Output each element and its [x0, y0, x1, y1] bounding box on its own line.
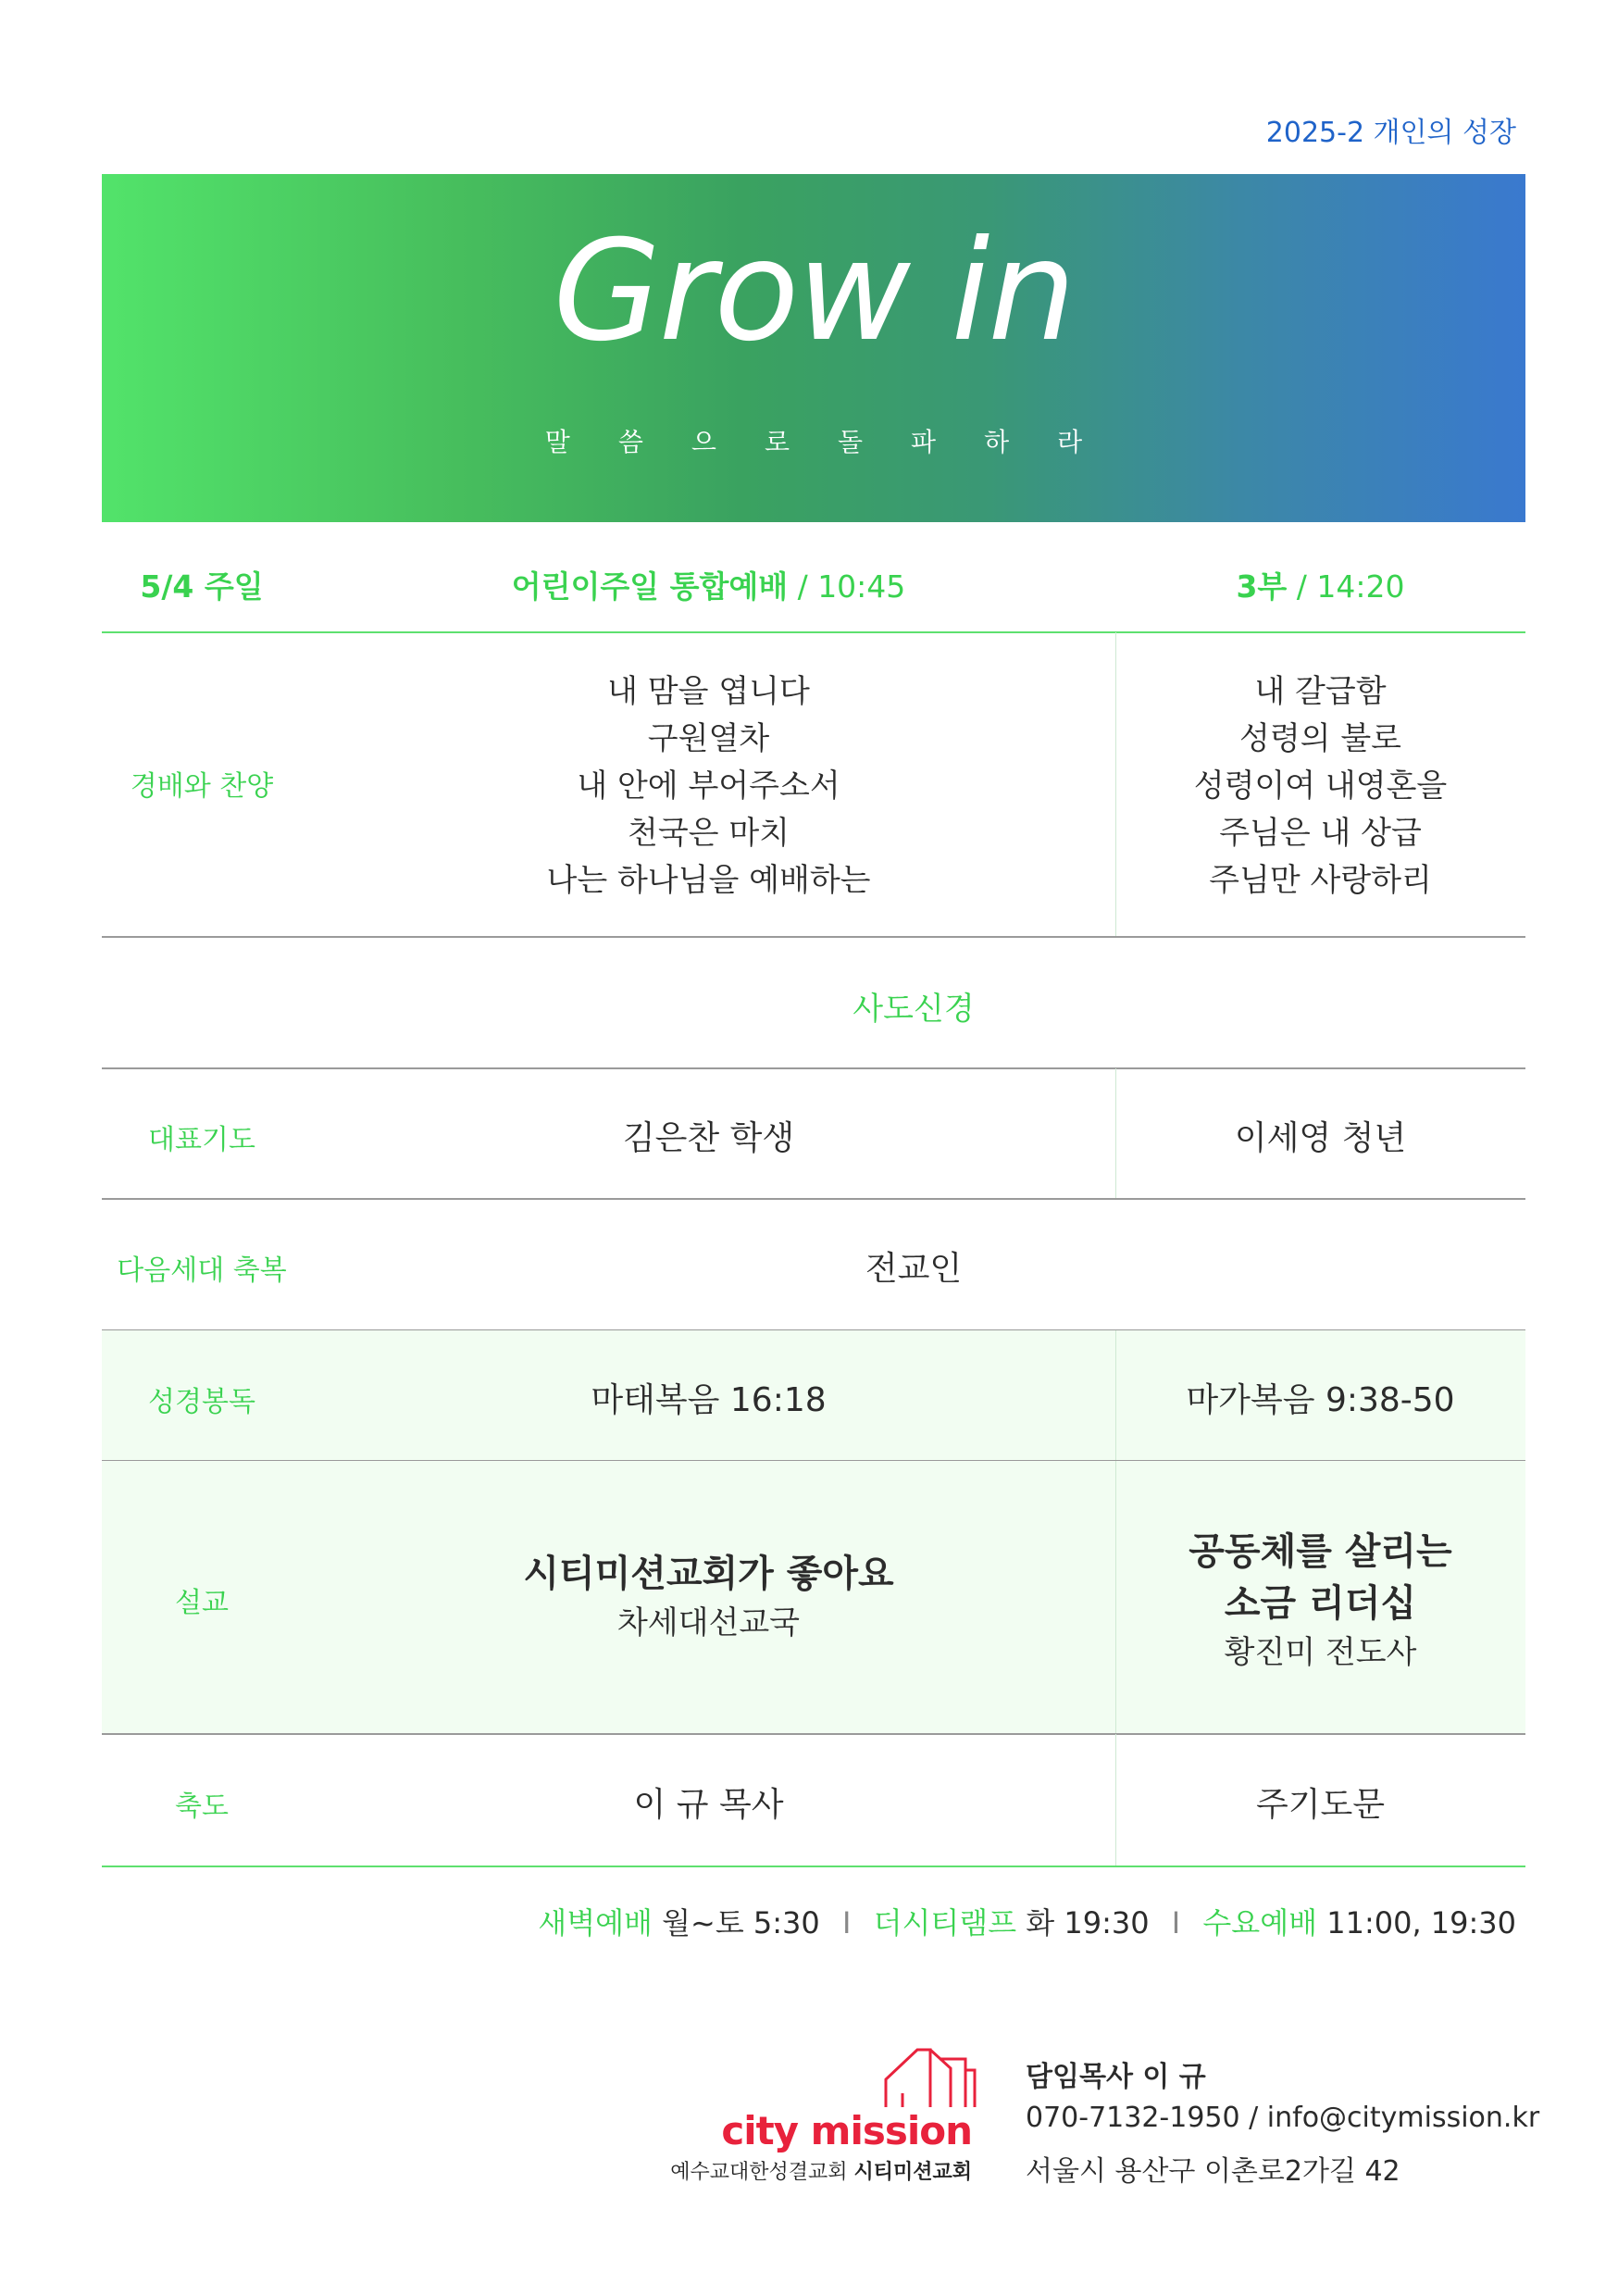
sermon-title: 시티미션교회가 좋아요 [523, 1553, 894, 1595]
weekly-service-times [538, 1900, 1516, 1942]
benediction-service1: 이 규 목사 [633, 1786, 784, 1824]
logo-church-name [670, 2156, 972, 2185]
song-item: 구원열차 [647, 720, 770, 757]
service2-time: / 14:20 [1287, 568, 1405, 605]
service1-time: / 10:45 [788, 568, 906, 605]
service-date: 5/4 주일 [140, 568, 264, 605]
song-item: 내 갈급함 [1254, 673, 1387, 710]
separator: I [1171, 1905, 1181, 1940]
service1-name: 어린이주일 통합예배 [511, 568, 789, 605]
divider [102, 936, 1525, 938]
denomination: 예수교대한성결교회 [670, 2161, 848, 2184]
sermon-preacher: 황진미 전도사 [1224, 1634, 1417, 1671]
song-item: 주님만 사랑하리 [1209, 862, 1432, 899]
title-banner [102, 174, 1525, 522]
blessing-value: 전교인 [865, 1250, 963, 1288]
phone-email: 070-7132-1950 / info@citymission.kr [1026, 2102, 1540, 2134]
time-name: 수요예배 [1202, 1905, 1318, 1940]
song-item: 천국은 마치 [627, 815, 790, 852]
service1-header [302, 563, 1115, 606]
divider [102, 1733, 1525, 1735]
sermon-title-line2: 소금 리더십 [1224, 1582, 1417, 1625]
sermon-preacher: 차세대선교국 [616, 1604, 801, 1641]
sermon-label: 설교 [175, 1587, 229, 1619]
time-value: 월~토 5:30 [662, 1905, 820, 1940]
senior-pastor: 담임목사 이 규 [1026, 2061, 1206, 2093]
blessing-label: 다음세대 축복 [117, 1254, 287, 1287]
separator: I [841, 1905, 852, 1940]
divider [102, 1866, 1525, 1867]
prayer-service1: 김은찬 학생 [622, 1119, 795, 1157]
song-item: 나는 하나님을 예배하는 [546, 862, 871, 899]
song-item: 주님은 내 상급 [1219, 815, 1422, 852]
reading-label: 성경봉독 [148, 1386, 255, 1418]
time-name: 더시티램프 [873, 1905, 1017, 1940]
banner-subtitle: 말씀으로돌파하라 [544, 427, 1131, 457]
service2-song-list [1115, 668, 1525, 905]
time-value: 11:00, 19:30 [1326, 1905, 1516, 1940]
song-item: 내 맘을 엽니다 [607, 673, 810, 710]
address: 서울시 용산구 이촌로2가길 42 [1026, 2155, 1400, 2188]
service1-song-list [302, 668, 1115, 905]
service2-sermon [1115, 1526, 1525, 1676]
series-title: 2025-2 개인의 성장 [1265, 117, 1516, 149]
prayer-service2: 이세영 청년 [1234, 1119, 1407, 1157]
song-item: 성령의 불로 [1238, 720, 1402, 757]
time-value: 화 19:30 [1026, 1905, 1150, 1940]
benediction-service2: 주기도문 [1255, 1786, 1386, 1824]
city-skyline-logo-icon [884, 2042, 977, 2109]
banner-title: Grow in [553, 211, 1075, 372]
divider [102, 631, 1525, 633]
reading-service2: 마가복음 9:38-50 [1186, 1381, 1455, 1419]
service2-name: 3부 [1236, 568, 1288, 605]
creed: 사도신경 [853, 991, 975, 1028]
worship-label: 경배와 찬양 [130, 770, 274, 803]
service1-sermon [302, 1548, 1115, 1646]
song-item: 내 안에 부어주소서 [577, 767, 840, 805]
service2-header [1115, 563, 1525, 606]
time-name: 새벽예배 [538, 1905, 653, 1940]
reading-service1: 마태복음 16:18 [591, 1381, 827, 1419]
logo-wordmark: city mission [721, 2108, 972, 2153]
divider [102, 1067, 1525, 1069]
divider [102, 1198, 1525, 1200]
song-item: 성령이여 내영혼을 [1193, 767, 1448, 805]
prayer-label: 대표기도 [148, 1124, 255, 1156]
sermon-title-line1: 공동체를 살리는 [1189, 1530, 1452, 1573]
benediction-label: 축도 [175, 1791, 229, 1823]
church-name: 시티미션교회 [853, 2161, 972, 2184]
